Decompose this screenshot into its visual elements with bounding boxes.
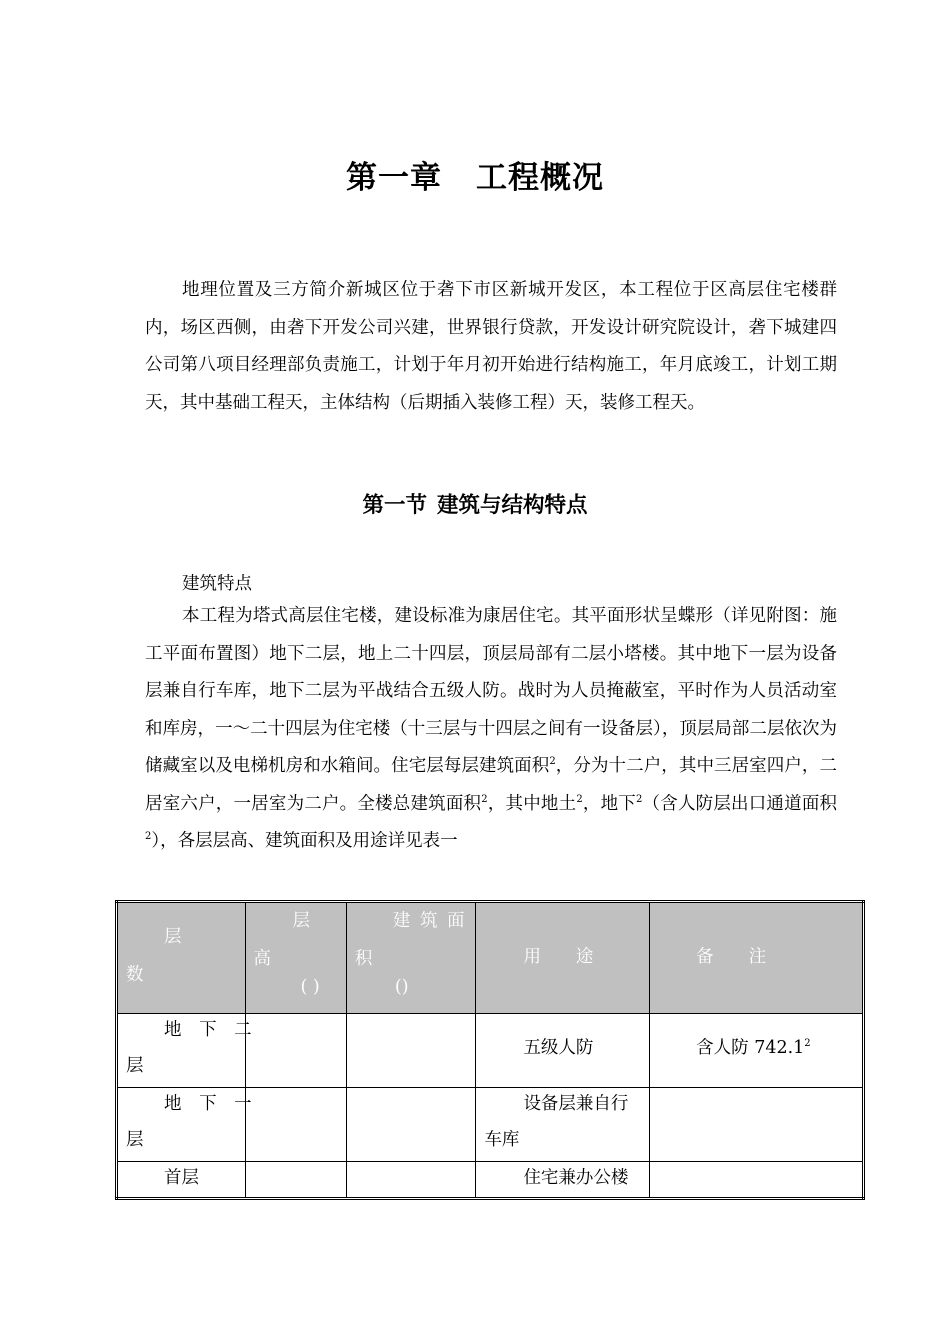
body-text-1: 本工程为塔式高层住宅楼，建设标准为康居住宅。其平面形状呈蝶形（详见附图：施工平面布置图）地下二层，地上二十四层，顶层局部有二层小塔楼。其中地下一层为设备层兼自行车库，地下二层为平战结合五级人防。战时为人员掩蔽室，平时作为人员活动室和库房，一～二十四层为住宅楼（十三层与十四层之间有一设备层），顶层局部二层依次为储藏室以及电梯机房和水箱间。住宅层每层建筑面积 (145, 606, 837, 776)
cell-floor (117, 1162, 246, 1199)
header-note (650, 902, 864, 1014)
body-paragraph (145, 598, 837, 861)
header-note-text: 备 注 (696, 947, 767, 967)
superscript: 2 (635, 793, 643, 805)
header-area (346, 902, 476, 1014)
floor-line-1: 地 下 二 (164, 1019, 258, 1040)
chapter-name: 工程概况 (476, 160, 604, 196)
cell-note (650, 1013, 864, 1087)
header-area-a: 建 筑 面 (392, 911, 467, 931)
body-text-2: ，分为十二户，其中三居室四户，二居室六户，一居室为二户。全楼总建筑面积 (145, 756, 837, 814)
body-text-4: ，地下 (582, 793, 636, 814)
cell-floor (117, 1088, 258, 1162)
use-line-1: 住宅兼办公楼 (523, 1168, 629, 1189)
section-name: 建筑与结构特点 (437, 493, 588, 518)
chapter-number: 第一章 (346, 160, 442, 196)
chapter-title (0, 152, 950, 197)
superscript: 2 (145, 831, 152, 842)
cell-height (245, 1088, 346, 1162)
floor-line-1: 地 下 一 (164, 1094, 258, 1115)
use-line-1: 设备层兼自行 (523, 1094, 629, 1115)
use-line-1: 五级人防 (523, 1037, 594, 1058)
cell-use (476, 1013, 650, 1087)
body-text-5: （含人防层出口通道面积 (642, 793, 838, 814)
floor-line-2: 层 (126, 1130, 144, 1151)
table-row (117, 1088, 864, 1162)
header-floor (117, 902, 246, 1014)
cell-area (346, 1013, 476, 1087)
cell-area (346, 1162, 476, 1199)
header-height-b: 高 (253, 949, 272, 969)
section-number: 第一节 (362, 493, 427, 518)
header-use-text: 用 途 (523, 947, 594, 967)
header-area-b: 积 (354, 949, 373, 969)
cell-area (346, 1088, 476, 1162)
header-height (245, 902, 346, 1014)
header-use (476, 902, 650, 1014)
body-text-6: ），各层层高、建筑面积及用途详见表一 (151, 831, 458, 851)
cell-use (476, 1162, 650, 1199)
cell-height (245, 1162, 346, 1199)
note-superscript: 2 (804, 1037, 811, 1049)
header-height-c: ( ) (300, 977, 320, 997)
header-floor-a: 层 (164, 927, 182, 947)
cell-note (650, 1162, 864, 1199)
subheading: 建筑特点 (182, 574, 252, 594)
cell-height (245, 1013, 346, 1087)
cell-use (476, 1088, 650, 1162)
table-header-row (117, 902, 864, 1014)
floor-line-1: 首层 (164, 1168, 199, 1189)
superscript: 2 (481, 793, 488, 805)
header-floor-b: 数 (126, 965, 144, 985)
header-height-a: 层 (292, 911, 311, 931)
floor-line-2: 层 (126, 1055, 144, 1076)
intro-paragraph: 地理位置及三方简介新城区位于砻下市区新城开发区，本工程位于区高层住宅楼群内，场区西侧，由砻下开发公司兴建，世界银行贷款，开发设计研究院设计，砻下城建四公司第八项目经理部负责施工，计划于年月初开始进行结构施工，年月底竣工，计划工期天，其中基础工程天，主体结构（后期插入装修工程）天，装修工程天。 (145, 280, 837, 413)
table-row (117, 1162, 864, 1199)
note-value: 含人防 742.1 (696, 1037, 805, 1058)
use-line-2: 车库 (484, 1130, 520, 1151)
cell-note (650, 1088, 864, 1162)
section-title (0, 488, 950, 519)
cell-floor (117, 1013, 258, 1087)
header-area-c: () (394, 977, 409, 997)
floor-table (115, 900, 865, 1200)
table-row (117, 1013, 864, 1087)
superscript: 2 (576, 793, 583, 805)
note-text (696, 1034, 811, 1059)
body-text-3: ，其中地土 (487, 793, 577, 814)
superscript: 2 (549, 756, 556, 767)
